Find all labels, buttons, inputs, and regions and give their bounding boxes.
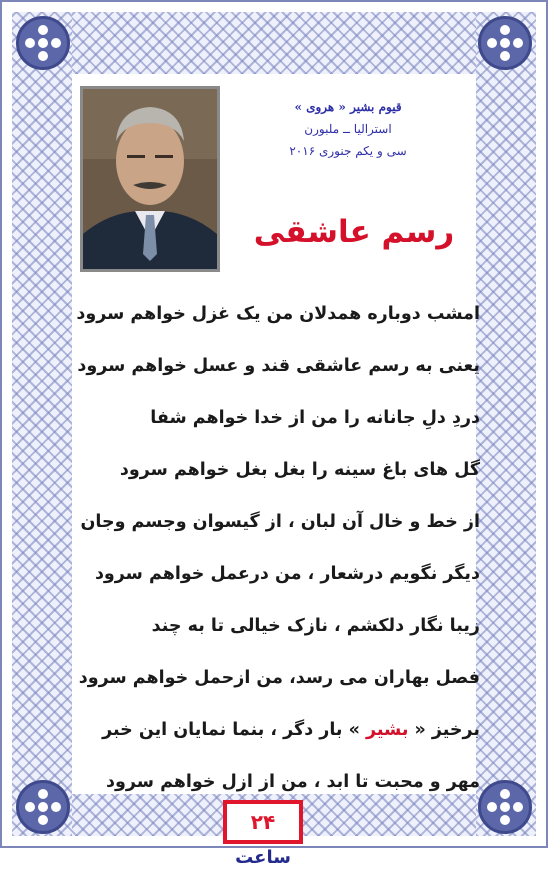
location: استرالیا ــ ملبورن xyxy=(304,122,392,136)
poet-pen-name: بشیر xyxy=(365,720,409,740)
poem-line: مهر و محبت تا ابد ، من از ازل خواهم سرود xyxy=(106,772,480,792)
corner-ornament-icon xyxy=(478,16,532,70)
date: سی و یکم جنوری ۲۰۱۶ xyxy=(289,144,407,158)
ornamental-border-right xyxy=(476,12,536,836)
poem-header xyxy=(248,96,448,162)
corner-ornament-icon xyxy=(16,16,70,70)
poem-line: دیگر نگویم درشعار ، من درعمل خواهم سرود xyxy=(94,564,480,584)
poem-line: گل های باغ سینه را بغل بغل خواهم سرود xyxy=(119,460,480,480)
author-name: قیوم بشیر « هروی » xyxy=(294,100,402,114)
poem-line-text: » بار دگر ، بنما نمایان این خبر xyxy=(102,720,360,740)
poem-line: زیبا نگار دلکشم ، نازک خیالی تا به چند xyxy=(151,616,480,636)
poem-line: امشب دوباره همدلان من یک غزل خواهم سرود xyxy=(76,304,480,324)
author-photo xyxy=(80,86,220,272)
poem-line xyxy=(62,704,480,756)
poem-line-text: برخیز « xyxy=(414,720,480,740)
site-logo xyxy=(223,800,303,868)
poem-body xyxy=(62,288,480,808)
corner-ornament-icon xyxy=(478,780,532,834)
poem-line: دردِ دلِ جانانه را من از خدا خواهم شفا xyxy=(150,408,480,428)
poem-line: از خط و خال آن لبان ، از گیسوان وجسم وجان xyxy=(80,512,480,532)
logo-word: ساعت xyxy=(235,847,291,868)
ornamental-border-top xyxy=(12,12,536,74)
logo-number: ۲۴ xyxy=(250,810,276,834)
poem-title: رسم عاشقی xyxy=(253,214,455,250)
poem-line: فصل بهاران می رسد، من ازحمل خواهم سرود xyxy=(78,668,480,688)
poem-line: یعنی به رسم عاشقی قند و عسل خواهم سرود xyxy=(77,356,480,376)
